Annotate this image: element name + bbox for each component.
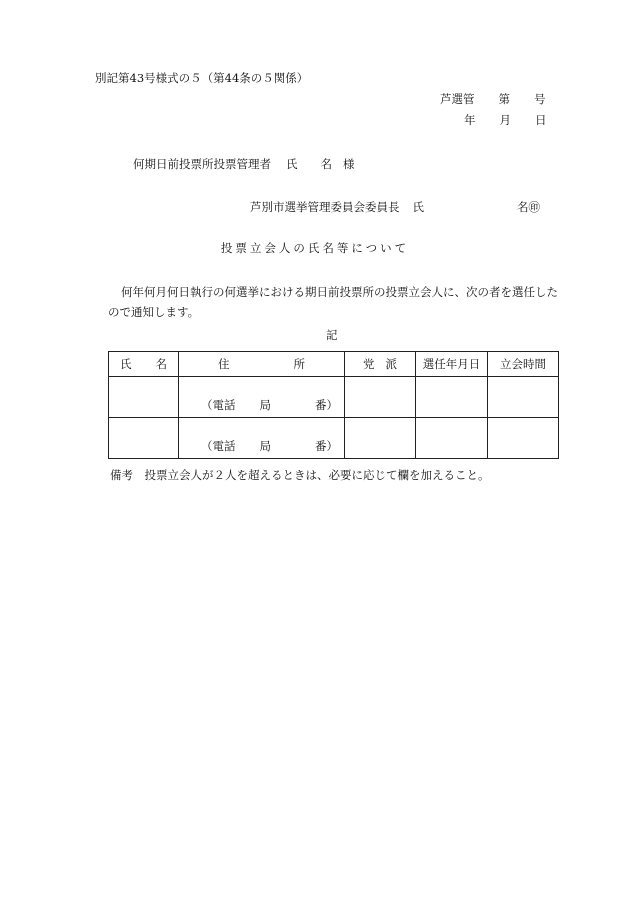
cell-address (179, 418, 345, 459)
doc-number-dai: 第 (498, 92, 510, 106)
addressee-name-2: 名 (320, 157, 332, 171)
addressee-title: 何期日前投票所投票管理者 (133, 157, 271, 171)
header-attendance-hours: 立会時間 (488, 352, 559, 377)
phone-line: （電話 局 番） (201, 398, 338, 412)
date-month: 月 (499, 113, 511, 127)
table-header-row (109, 352, 559, 377)
date-day: 日 (535, 113, 547, 127)
addressee-name-1: 氏 (286, 157, 298, 171)
phone-line: （電話 局 番） (201, 439, 338, 453)
ki-heading: 記 (326, 328, 338, 342)
table-row (109, 377, 559, 418)
cell-party (345, 418, 416, 459)
cell-appointed-date (416, 418, 488, 459)
document-date (464, 113, 547, 127)
seal-mark: ㊞ (528, 200, 540, 214)
cell-name (109, 418, 179, 459)
doc-number-prefix: 芦選管 (440, 92, 475, 106)
remarks-note: 備考 投票立会人が２人を超えるときは、必要に応じて欄を加えること。 (110, 468, 490, 482)
body-line-2: ので通知します。 (108, 305, 200, 319)
addressee (133, 157, 355, 171)
observer-table (108, 351, 559, 459)
cell-attendance-hours (488, 418, 559, 459)
doc-number-go: 号 (534, 92, 546, 106)
cell-address (179, 377, 345, 418)
sender-title: 芦別市選挙管理委員会委員長 (250, 200, 400, 214)
addressee-honorific: 様 (343, 157, 355, 171)
table-row (109, 418, 559, 459)
form-label: 別記第43号様式の５（第44条の５関係） (95, 71, 309, 85)
header-address: 住 所 (179, 352, 345, 377)
document-number (440, 92, 546, 106)
date-year: 年 (464, 113, 476, 127)
subject: 投票立会人の氏名等について (220, 241, 410, 255)
header-name: 氏 名 (109, 352, 179, 377)
header-appointed-date: 選任年月日 (416, 352, 488, 377)
cell-party (345, 377, 416, 418)
cell-name (109, 377, 179, 418)
sender-name-2: 名 (517, 200, 529, 214)
sender (250, 200, 540, 214)
cell-attendance-hours (488, 377, 559, 418)
body-line-1: 何年何月何日執行の何選挙における期日前投票所の投票立会人に、次の者を選任した (121, 285, 558, 299)
header-party: 党 派 (345, 352, 416, 377)
cell-appointed-date (416, 377, 488, 418)
sender-name-1: 氏 (412, 200, 424, 214)
